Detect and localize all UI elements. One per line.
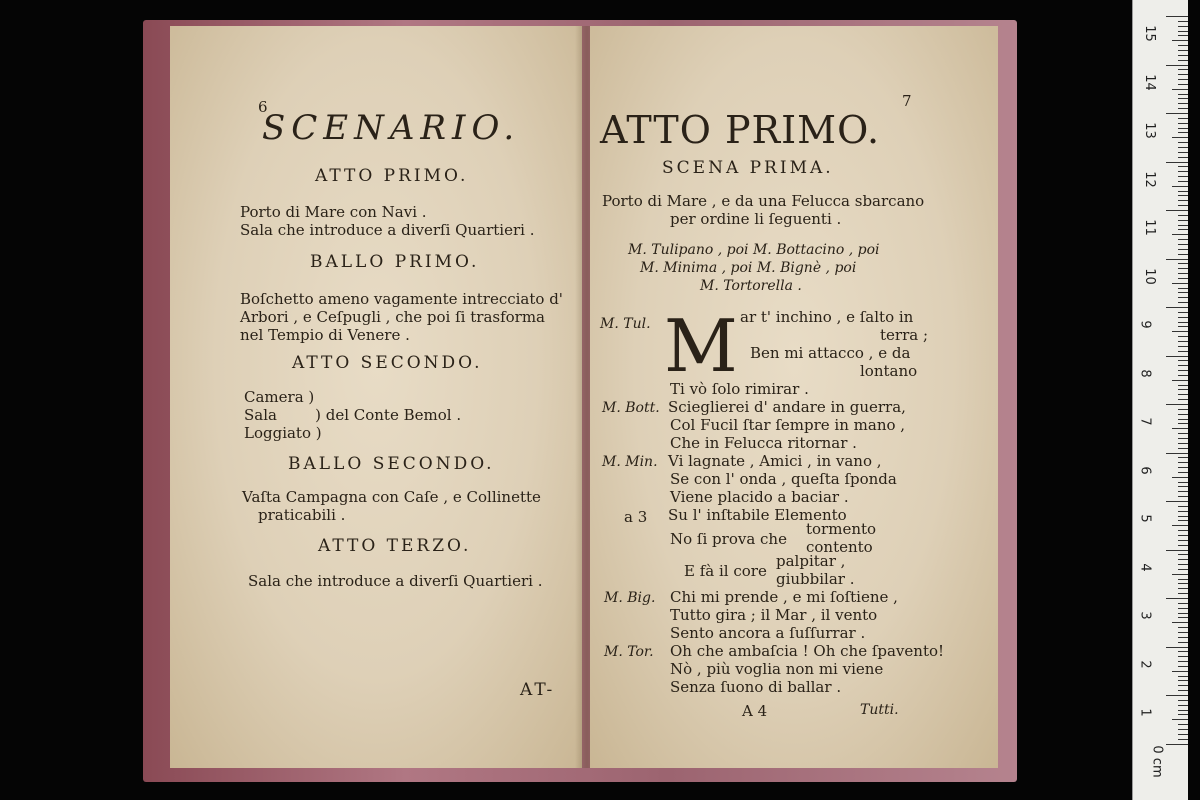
ruler-tick — [1178, 569, 1188, 570]
ruler-tick — [1178, 288, 1188, 289]
ruler-tick — [1178, 506, 1188, 507]
ruler-number: 14 — [1141, 73, 1157, 91]
ruler-tick — [1178, 244, 1188, 245]
ruler-tick — [1178, 491, 1188, 492]
verse-line: Tutto gira ; il Mar , il vento — [670, 606, 878, 624]
ruler-tick — [1178, 593, 1188, 594]
ruler-tick — [1178, 322, 1188, 323]
ruler-tick — [1178, 632, 1188, 633]
ruler-tick — [1172, 137, 1188, 138]
ruler-tick — [1178, 530, 1188, 531]
ruler-tick — [1178, 729, 1188, 730]
ruler-tick — [1178, 399, 1188, 400]
ruler-tick — [1178, 326, 1188, 327]
measurement-ruler — [1132, 0, 1188, 800]
setting-line: Porto di Mare , e da una Felucca sbarcano — [602, 192, 925, 210]
ruler-tick — [1178, 385, 1188, 386]
ruler-number: 8 — [1137, 368, 1153, 378]
ruler-number: 15 — [1141, 25, 1157, 42]
page-number: 7 — [902, 92, 912, 110]
speaker-label: a 3 — [624, 508, 648, 526]
ruler-number: 9 — [1137, 320, 1153, 329]
ruler-tick — [1178, 84, 1188, 85]
ruler-tick — [1178, 661, 1188, 662]
ruler-tick — [1178, 516, 1188, 517]
ruler-tick — [1166, 356, 1188, 357]
ruler-tick — [1178, 559, 1188, 560]
ruler-tick — [1178, 69, 1188, 70]
ruler-tick — [1178, 676, 1188, 677]
ruler-tick — [1178, 74, 1188, 75]
ruler-tick — [1178, 292, 1188, 293]
ruler-tick — [1178, 680, 1188, 681]
verse-line: Ti vò ſolo rimirar . — [670, 380, 809, 398]
ruler-tick — [1166, 647, 1188, 648]
ruler-tick — [1178, 583, 1188, 584]
ruler-number: 7 — [1137, 417, 1153, 426]
ruler-tick — [1178, 462, 1188, 463]
ruler-tick — [1178, 191, 1188, 192]
ruler-tick — [1178, 642, 1188, 643]
cast-line: M. Tortorella . — [700, 278, 802, 294]
verse-line: giubbilar . — [776, 570, 855, 588]
ruler-tick — [1178, 457, 1188, 458]
verse-line: Oh che ambaſcia ! Oh che ſpavento! — [670, 642, 945, 660]
ruler-tick — [1178, 414, 1188, 415]
ruler-tick — [1178, 545, 1188, 546]
page-title: ATTO PRIMO. — [600, 108, 881, 152]
speaker-label: M. Big. — [604, 590, 656, 606]
right-page — [590, 26, 998, 768]
ruler-tick — [1178, 45, 1188, 46]
ruler-tick — [1166, 65, 1188, 66]
ruler-tick — [1178, 535, 1188, 536]
ruler-tick — [1178, 21, 1188, 22]
ruler-tick — [1178, 50, 1188, 51]
ballo2-heading: BALLO SECONDO. — [288, 454, 495, 474]
ruler-tick — [1178, 132, 1188, 133]
ruler-tick — [1178, 254, 1188, 255]
ruler-tick — [1178, 540, 1188, 541]
ruler-number: 0 cm — [1149, 744, 1165, 778]
ruler-tick — [1178, 564, 1188, 565]
ruler-tick — [1172, 574, 1188, 575]
ruler-tick — [1178, 128, 1188, 129]
ballo2-line: praticabili . — [258, 506, 346, 524]
ruler-tick — [1178, 739, 1188, 740]
verse-line: Vi lagnate , Amici , in vano , — [668, 452, 882, 470]
ruler-tick — [1178, 666, 1188, 667]
ruler-tick — [1178, 603, 1188, 604]
ruler-tick — [1178, 496, 1188, 497]
ruler-tick — [1178, 103, 1188, 104]
ruler-tick — [1178, 579, 1188, 580]
ruler-tick — [1172, 477, 1188, 478]
ruler-number: 10 — [1141, 267, 1157, 285]
verse-line: terra ; — [880, 326, 929, 344]
ruler-tick — [1172, 234, 1188, 235]
ruler-tick — [1178, 554, 1188, 555]
ruler-tick — [1178, 31, 1188, 32]
ruler-tick — [1178, 336, 1188, 337]
ruler-tick — [1178, 157, 1188, 158]
act3-line: Sala che introduce a diverſi Quartieri . — [248, 572, 543, 590]
verse-line: palpitar , — [776, 552, 846, 570]
ruler-tick — [1172, 622, 1188, 623]
ruler-tick — [1178, 118, 1188, 119]
ruler-tick — [1172, 428, 1188, 429]
speaker-label: M. Tul. — [600, 316, 651, 332]
ruler-tick — [1178, 181, 1188, 182]
ruler-tick — [1172, 525, 1188, 526]
ruler-tick — [1178, 239, 1188, 240]
ruler-tick — [1166, 210, 1188, 211]
ruler-tick — [1178, 637, 1188, 638]
ruler-tick — [1178, 419, 1188, 420]
ruler-tick — [1178, 651, 1188, 652]
ruler-tick — [1178, 176, 1188, 177]
ruler-number: 13 — [1141, 122, 1157, 139]
left-page — [170, 26, 582, 768]
ballo1-line: nel Tempio di Venere . — [240, 326, 410, 344]
ruler-tick — [1178, 467, 1188, 468]
verse-line: Col Fucil ſtar ſempre in mano , — [670, 416, 906, 434]
ruler-tick — [1178, 225, 1188, 226]
catchword: Tutti. — [860, 702, 899, 718]
catchword: AT- — [520, 680, 556, 700]
ruler-tick — [1166, 744, 1188, 745]
act2-place: Camera ) — [244, 388, 315, 406]
speaker-label: M. Tor. — [604, 644, 654, 660]
verse-line: Chi mi prende , e mi ſoſtiene , — [670, 588, 898, 606]
ruler-tick — [1178, 263, 1188, 264]
ruler-number: 12 — [1141, 170, 1157, 188]
ruler-tick — [1178, 360, 1188, 361]
verse-line: Viene placido a baciar . — [670, 488, 849, 506]
ruler-tick — [1178, 375, 1188, 376]
ruler-tick — [1178, 147, 1188, 148]
ruler-tick — [1178, 98, 1188, 99]
ruler-tick — [1178, 705, 1188, 706]
ruler-number: 4 — [1137, 562, 1153, 572]
verse-line: Se con l' onda , queſta ſponda — [670, 470, 897, 488]
ballo1-line: Arbori , e Ceſpugli , che poi ſi trasforma — [240, 308, 546, 326]
verse-line: Su l' inſtabile Elemento — [668, 506, 847, 524]
signature-mark: A 4 — [742, 702, 768, 720]
verse-line: E fà il core — [684, 562, 767, 580]
ruler-tick — [1178, 171, 1188, 172]
setting-line: per ordine li ſeguenti . — [670, 210, 842, 228]
ruler-number: 1 — [1137, 708, 1153, 717]
ruler-tick — [1178, 486, 1188, 487]
ruler-tick — [1178, 389, 1188, 390]
ruler-tick — [1166, 598, 1188, 599]
ruler-number: 6 — [1137, 465, 1153, 475]
ruler-tick — [1178, 346, 1188, 347]
ruler-tick — [1172, 380, 1188, 381]
ruler-tick — [1166, 113, 1188, 114]
ruler-tick — [1178, 108, 1188, 109]
ruler-tick — [1178, 656, 1188, 657]
ruler-tick — [1178, 438, 1188, 439]
ruler-tick — [1178, 341, 1188, 342]
ruler-tick — [1178, 220, 1188, 221]
ruler-tick — [1166, 259, 1188, 260]
ruler-tick — [1178, 365, 1188, 366]
ruler-tick — [1166, 307, 1188, 308]
ballo1-heading: BALLO PRIMO. — [310, 252, 480, 272]
ruler-tick — [1166, 16, 1188, 17]
ruler-tick — [1178, 433, 1188, 434]
ruler-tick — [1172, 40, 1188, 41]
ruler-tick — [1178, 317, 1188, 318]
speaker-label: M. Bott. — [602, 400, 660, 416]
verse-line: Ben mi attacco , e da — [750, 344, 911, 362]
cast-line: M. Tulipano , poi M. Bottacino , poi — [628, 242, 880, 258]
ruler-tick — [1172, 331, 1188, 332]
ruler-tick — [1178, 26, 1188, 27]
page-title: SCENARIO. — [262, 108, 521, 148]
verse-line: ar t' inchino , e ſalto in — [740, 308, 914, 326]
ruler-tick — [1178, 215, 1188, 216]
speaker-label: M. Min. — [602, 454, 658, 470]
act1-heading: ATTO PRIMO. — [315, 166, 469, 186]
verse-line: Scieglierei d' andare in guerra, — [668, 398, 906, 416]
ruler-tick — [1178, 700, 1188, 701]
ruler-tick — [1178, 79, 1188, 80]
ruler-tick — [1178, 273, 1188, 274]
ruler-tick — [1172, 89, 1188, 90]
ruler-number: 3 — [1137, 611, 1153, 620]
ruler-tick — [1178, 448, 1188, 449]
ruler-tick — [1178, 685, 1188, 686]
ballo1-line: Boſchetto ameno vagamente intrecciato d' — [240, 290, 563, 308]
ruler-tick — [1178, 482, 1188, 483]
act2-place: Sala ) del Conte Bemol . — [244, 406, 462, 424]
ruler-tick — [1178, 55, 1188, 56]
ruler-tick — [1178, 35, 1188, 36]
ruler-tick — [1178, 249, 1188, 250]
ruler-tick — [1178, 423, 1188, 424]
ruler-tick — [1178, 200, 1188, 201]
verse-line: Nò , più voglia non mi viene — [670, 660, 884, 678]
ruler-number: 2 — [1137, 659, 1153, 669]
ruler-tick — [1166, 453, 1188, 454]
ruler-tick — [1178, 297, 1188, 298]
ruler-number: 11 — [1141, 219, 1157, 236]
verse-line: No ſi prova che — [670, 530, 787, 548]
act1-line: Sala che introduce a diverſi Quartieri . — [240, 221, 535, 239]
ruler-tick — [1178, 123, 1188, 124]
ruler-tick — [1166, 404, 1188, 405]
ruler-tick — [1166, 695, 1188, 696]
ruler-tick — [1178, 409, 1188, 410]
ruler-tick — [1178, 443, 1188, 444]
ruler-tick — [1178, 394, 1188, 395]
cast-line: M. Minima , poi M. Bignè , poi — [640, 260, 857, 276]
ruler-tick — [1166, 501, 1188, 502]
ruler-tick — [1172, 671, 1188, 672]
verse-line: lontano — [860, 362, 918, 380]
ruler-tick — [1178, 520, 1188, 521]
ruler-tick — [1178, 511, 1188, 512]
drop-cap: M — [664, 304, 738, 388]
act2-place: Loggiato ) — [244, 424, 322, 442]
ruler-tick — [1178, 94, 1188, 95]
ruler-tick — [1172, 186, 1188, 187]
ruler-number: 5 — [1137, 514, 1153, 523]
ruler-tick — [1178, 278, 1188, 279]
ruler-tick — [1178, 312, 1188, 313]
ruler-tick — [1178, 588, 1188, 589]
scene-heading: SCENA PRIMA. — [662, 158, 834, 178]
ruler-tick — [1178, 60, 1188, 61]
ruler-tick — [1178, 195, 1188, 196]
ruler-tick — [1178, 205, 1188, 206]
verse-line: Che in Felucca ritornar . — [670, 434, 857, 452]
ruler-tick — [1178, 613, 1188, 614]
ruler-tick — [1178, 268, 1188, 269]
ruler-tick — [1166, 162, 1188, 163]
ruler-tick — [1178, 166, 1188, 167]
ruler-tick — [1178, 472, 1188, 473]
ruler-tick — [1178, 627, 1188, 628]
ruler-tick — [1166, 550, 1188, 551]
ruler-tick — [1178, 710, 1188, 711]
ruler-tick — [1178, 690, 1188, 691]
ruler-tick — [1178, 302, 1188, 303]
ballo2-line: Vaſta Campagna con Caſe , e Collinette — [242, 488, 541, 506]
act1-line: Porto di Mare con Navi . — [240, 203, 427, 221]
verse-line: contento — [806, 538, 873, 556]
ruler-tick — [1178, 617, 1188, 618]
ruler-tick — [1178, 229, 1188, 230]
ruler-tick — [1178, 152, 1188, 153]
ruler-tick — [1178, 734, 1188, 735]
verse-line: Senza ſuono di ballar . — [670, 678, 842, 696]
ruler-tick — [1178, 142, 1188, 143]
verse-line: tormento — [806, 520, 877, 538]
page-number: 6 — [258, 98, 268, 116]
ruler-tick — [1178, 370, 1188, 371]
ruler-tick — [1172, 719, 1188, 720]
ruler-tick — [1172, 283, 1188, 284]
act3-heading: ATTO TERZO. — [318, 536, 472, 556]
act2-heading: ATTO SECONDO. — [292, 353, 483, 373]
ruler-tick — [1178, 724, 1188, 725]
ruler-tick — [1178, 351, 1188, 352]
ruler-tick — [1178, 608, 1188, 609]
ruler-tick — [1178, 714, 1188, 715]
verse-line: Sento ancora a ſuſſurrar . — [670, 624, 866, 642]
